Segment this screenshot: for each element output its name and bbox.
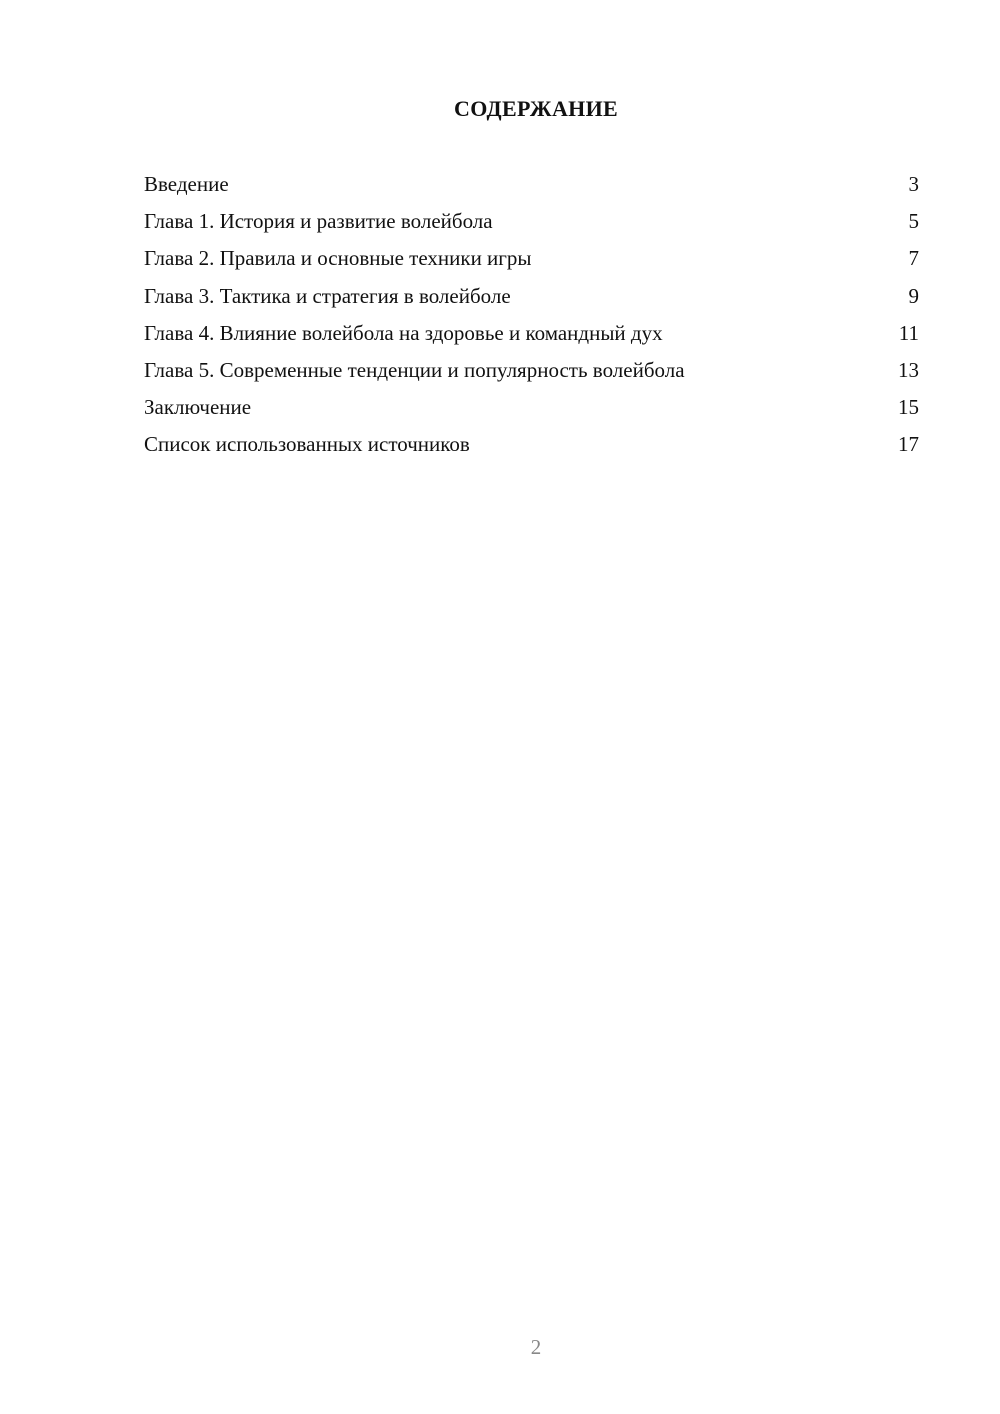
toc-entry-chapter-2 — [144, 242, 919, 279]
toc-entry-label: Глава 4. Влияние волейбола на здоровье и командный дух — [144, 320, 663, 345]
toc-entry-page: 7 — [908, 246, 919, 271]
toc-entry-chapter-1 — [144, 205, 919, 242]
toc-entry-references — [144, 428, 919, 465]
toc-entry-label: Глава 1. История и развитие волейбола — [144, 209, 493, 234]
table-of-contents — [144, 168, 919, 466]
toc-entry-page: 3 — [908, 172, 919, 196]
toc-entry-chapter-5 — [144, 354, 919, 391]
toc-heading: СОДЕРЖАНИЕ — [454, 96, 618, 121]
toc-entry-chapter-4 — [144, 317, 919, 354]
toc-entry-conclusion — [144, 391, 919, 428]
page-number: 2 — [530, 1335, 542, 1359]
toc-entry-page: 17 — [898, 432, 919, 457]
toc-entry-label: Заключение — [144, 395, 252, 420]
toc-entry-label: Глава 3. Тактика и стратегия в волейболе — [144, 283, 511, 308]
toc-entry-label: Введение — [144, 172, 229, 196]
toc-entry-label: Глава 2. Правила и основные техники игры — [144, 246, 532, 271]
toc-entry-label: Глава 5. Современные тенденции и популярность волейбола — [144, 357, 685, 382]
toc-entry-chapter-3 — [144, 280, 919, 317]
toc-entry-label: Список использованных источников — [144, 432, 470, 457]
toc-entry-page: 11 — [898, 320, 919, 345]
toc-entry-page: 5 — [908, 209, 919, 234]
toc-entry-page: 15 — [898, 395, 919, 420]
toc-entry-page: 9 — [908, 283, 919, 308]
toc-entry-page: 13 — [898, 357, 919, 382]
toc-entry-introduction — [144, 168, 919, 205]
